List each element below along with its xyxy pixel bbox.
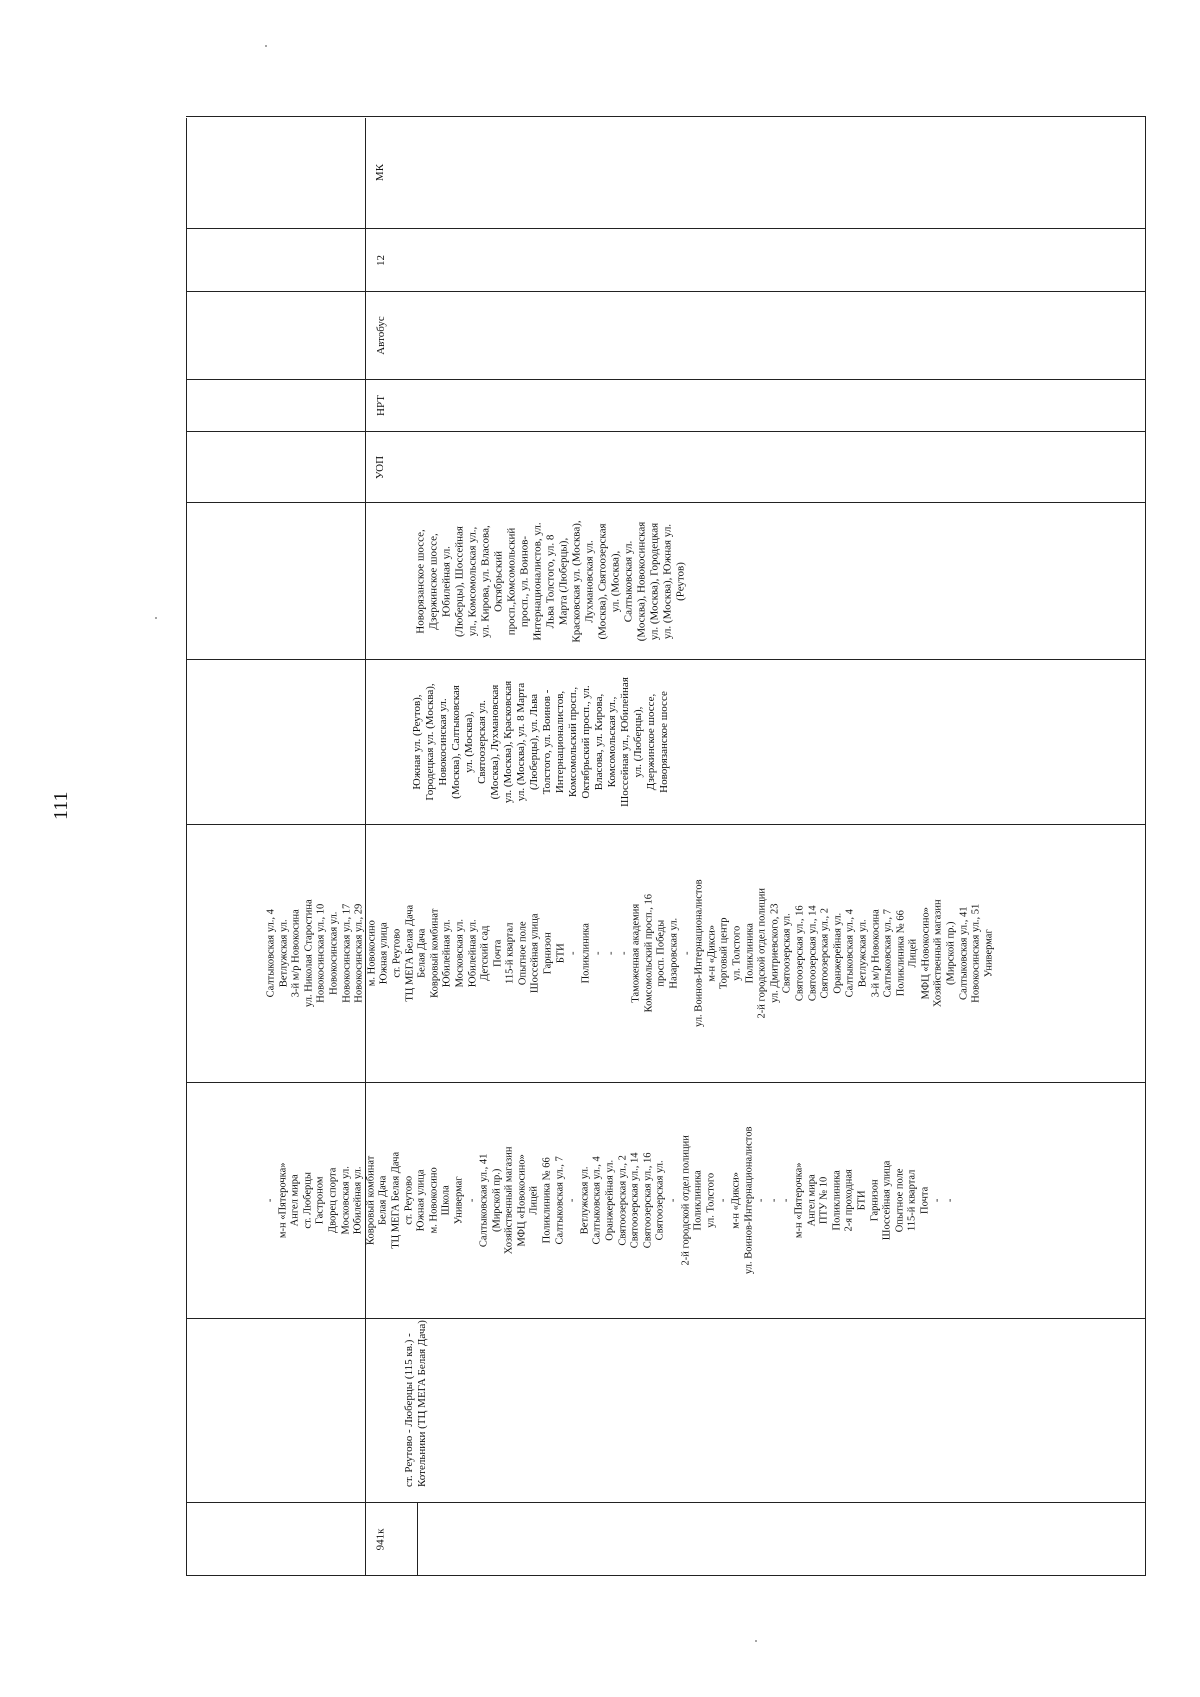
- header-bus: Автобус: [374, 316, 387, 355]
- header-uop: УОП: [374, 455, 387, 479]
- stops-list-b: Салтыковская ул., 4 Ветлужская ул. 3-й м/р Новокосина ул. Николая Старостина Новокосинская ул., 10 Новокосинская ул. Новокосинская ул., 17 Новокосинская ул., 29 м. Новокосино Южная улица ст. Реутово ТЦ МЕГА Белая Дача Белая Дача Ковровый комбинат Юбилейная ул. Московская ул. Юбилейная ул. Детский сад Почта 115-й квартал Опытное поле Шоссейная улица Гарнизон БТИ - Поликлиника - - - Таможенная академия Комсомольский просп., 16 просп. Победы Назаровская ул. - ул. Воинов-Интернационалистов м-н «Дикси» Торговый центр ул. Толстого Поликлиника 2-й городской отдел полиции ул. Дмитриевского, 23 Святоозерская ул. Святоозерская ул., 16 Святоозерская ул., 14 Святоозерская ул., 2 Оранжерейная ул. Салтыковская ул., 4 Ветлужская ул. 3-й м/р Новокосина Салтыковская ул., 7 Поликлиника № 66 Лицей МФЦ «Новокосино» Хозяйственный магазин (Мирской пр.) Салтыковская ул., 41 Новокосинская ул., 51 Универмаг: [265, 879, 995, 1028]
- route-number: 941к: [374, 1528, 387, 1550]
- header-nrt: НРТ: [374, 395, 387, 416]
- streets-backward: Новорязанское шоссе, Дзержинское шоссе, Юбилейная ул. (Люберцы), Шоссейная ул., Комсомольская ул., ул. Кирова, ул. Власова, Октябрьский просп.,Комсомольский просп., ул. Воинов- Интернационалистов, ул. Льва Толстого, ул. 8 Марта (Люберцы), Красковская ул. (Москва), Лухмановская ул. (Москва), Святоозерская ул. (Москва), Салтыковская ул. (Москва), Новокосинская ул. (Москва), Городецкая ул. (Москва), Южная ул. (Реутов): [414, 519, 687, 643]
- route-name: ст. Реутово - Люберцы (115 кв.) - Котельники (ТЦ МЕГА Белая Дача): [403, 1320, 428, 1487]
- scan-speck: [265, 45, 267, 47]
- header-12: 12: [374, 254, 387, 266]
- scan-speck: [155, 617, 157, 619]
- streets-forward: Южная ул. (Реутов), Городецкая ул. (Москва), Новокосинская ул. (Москва), Салтыковская ул. (Москва), Святоозерская ул. (Москва), Лухмановская ул. (Москва), Красковская ул. (Москва), ул. 8 Марта (Люберцы), ул. Льва Толстого, ул. Воинов - Интернационалистов, Комсомольский просп., Октябрьский просп., ул. Власова, ул. Кирова, Комсомольская ул., Шоссейная ул., Юбилейная ул. (Люберцы), Дзержинское шоссе, Новорязанское шоссе: [411, 677, 670, 807]
- header-mk: МК: [374, 163, 387, 182]
- scan-speck: [755, 1640, 757, 1642]
- stops-list-a: - м-н «Пятерочка» Ангел мира ст. Люберцы Гастроном Дворец спорта Московская ул. Юбилейная ул. Ковровый комбинат Белая Дача ТЦ МЕГА Белая Дача ст. Реутово Южная улица м. Новокосино Школа Универмаг - Салтыковская ул., 41 (Мирской пр.) Хозяйственный магазин МФЦ «Новокосино» Лицей Поликлиника № 66 Салтыковская ул., 7 - Ветлужская ул. Салтыковская ул., 4 Оранжерейная ул. Святоозерская ул., 2 Святоозерская ул., 14 Святоозерская ул., 16 Святоозерская ул. - 2-й городской отдел полиции Поликлиника ул. Толстого - м-н «Дикси» ул. Воинов-Интернационалистов - - - м-н «Пятерочка» Ангел мира ПТУ № 10 Поликлиника 2-я проходная БТИ Гарнизон Шоссейная улица Опытное поле 115-й квартал Почта - -: [264, 1126, 956, 1275]
- page-number: 111: [50, 791, 72, 820]
